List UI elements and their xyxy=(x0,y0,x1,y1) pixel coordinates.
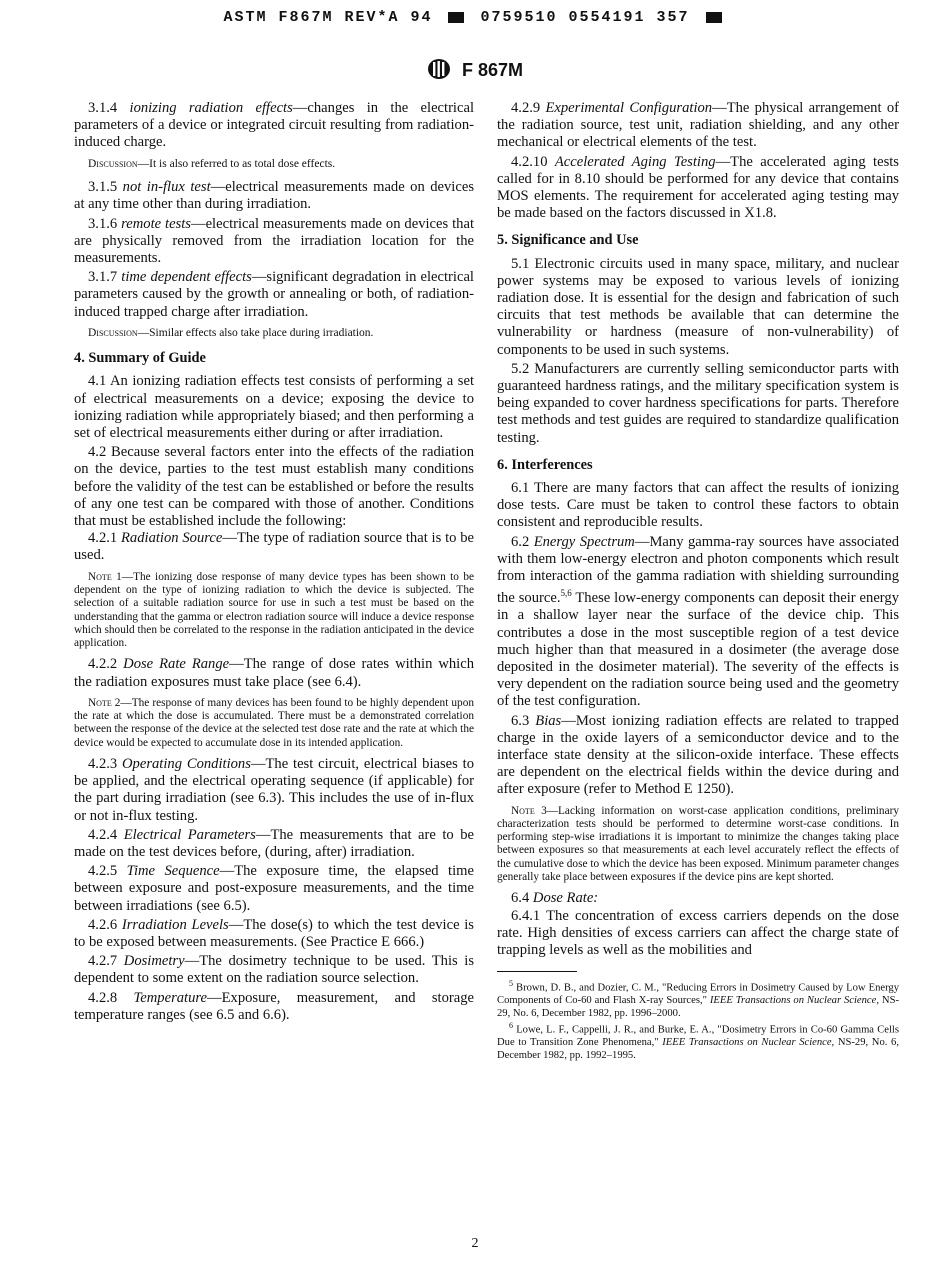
paragraph-3-1-6: 3.1.6 remote tests—electrical measurements made on devices that are physically removed from the irradiation location for the measurements. xyxy=(74,215,475,266)
right-column xyxy=(497,100,899,1062)
astm-logo-icon xyxy=(427,58,451,80)
section-4-heading: 4. Summary of Guide xyxy=(74,350,206,367)
paragraph-4-1: 4.1 An ionizing radiation effects test consists of performing a set of electrical measurements on a device; exposing the device to ionizing radiation while appropriately biased; and then performing a set of electrical measurements either during or after irradiation. xyxy=(74,373,474,442)
paragraph-6-4: 6.4 Dose Rate: xyxy=(511,890,599,907)
footnote-divider xyxy=(497,971,577,972)
paragraph-4-2-2: 4.2.2 Dose Rate Range—The range of dose rates within which the radiation exposures must take place (see 6.4). xyxy=(74,656,474,690)
section-5-heading: 5. Significance and Use xyxy=(497,232,639,249)
paragraph-4-2-10: 4.2.10 Accelerated Aging Testing—The accelerated aging tests called for in 8.10 should be performed for any device that contains MOS elements. The requirement for accelerated aging testing may be made based on the factors discussed in X1.8. xyxy=(497,153,899,222)
paragraph-4-2-1: 4.2.1 Radiation Source—The type of radiation source that is to be used. xyxy=(74,530,475,564)
paragraph-5-2: 5.2 Manufacturers are currently selling semiconductor parts with guaranteed hardness ratings, and the military specification system is being expanded to cover hardness specifications for parts. Therefore test methods and test guides are required to standardize qualification testing. xyxy=(497,360,899,446)
scan-mark xyxy=(448,12,464,23)
paragraph-4-2-7: 4.2.7 Dosimetry—The dosimetry technique to be used. This is dependent to some extent on the radiation source selection. xyxy=(74,953,475,987)
scan-header-text-b: 0759510 0554191 357 xyxy=(480,9,690,26)
paragraph-4-2-4: 4.2.4 Electrical Parameters—The measurements that are to be made on the test devices before, (during, after) irradiation. xyxy=(74,826,474,861)
paragraph-4-2-6: 4.2.6 Irradiation Levels—The dose(s) to which the test device is to be exposed between measurements. (See Practice E 666.) xyxy=(74,916,474,951)
note-1: Note 1—The ionizing dose response of many device types has been shown to be dependent on the type of ionizing radiation to which the device is subjected. The selection of a suitable radiation source for use in such a test must be based on the understanding that the gamma or electron radiation source will induce a device response which should then be correlated to the response in the radiation anticipated in the device application. xyxy=(74,570,474,650)
footnote-5: $^5$ Brown, D. B., and Dozier, C. M., "Reducing Errors in Dosimetry Caused by Low Energy Components of Co-60 and Flash X-ray Sources," IEEE Transactions on Nuclear Science, NS-29, No. 6, December 1982, pp. 1996–2000. xyxy=(497,979,899,1019)
paragraph-6-1: 6.1 There are many factors that can affect the results of ionizing dose tests. Care must be taken to control these factors to obtain consistent and reproducible results. xyxy=(497,480,899,531)
note-3: Note 3—Lacking information on worst-case application conditions, preliminary characterization tests should be performed to determine worst-case conditions. In performing step-wise irradiations it is important to minimize the changes taking place between exposures so that measurements at each level accurately reflect the effects of the cumulative dose to which the device has been exposed. Minimum parameter changes generally take place between exposures if the device pins are kept shorted. xyxy=(497,804,899,884)
paragraph-4-2-9: 4.2.9 Experimental Configuration—The physical arrangement of the radiation source, test unit, radiation shielding, and any other mechanical or electrical elements of the test. xyxy=(497,100,899,151)
page-number: 2 xyxy=(471,1236,479,1251)
paragraph-4-2-3: 4.2.3 Operating Conditions—The test circuit, electrical biases to be applied, and the electrical operating sequence (if applicable) for the part during irradiation (see 6.3). This includes the use of in-flux or not in-flux testing. xyxy=(74,756,474,824)
paragraph-4-2-8: 4.2.8 Temperature—Exposure, measurement, and storage temperature ranges (see 6.5 and 6.6). xyxy=(74,989,475,1023)
discussion-1: Discussion—It is also referred to as total dose effects. xyxy=(88,157,336,170)
paragraph-5-1: 5.1 Electronic circuits used in many space, military, and nuclear power systems may be exposed to various levels of ionizing radiation dose. It is essential for the design and fabrication of such circuits that test methods be available that can determine the vulnerability or hardness (measure of non-vulnerability) of components to be used in such systems. xyxy=(497,255,899,358)
section-6-heading: 6. Interferences xyxy=(497,456,593,473)
designation-header xyxy=(0,58,950,81)
paragraph-3-1-5: 3.1.5 not in-flux test—electrical measurements made on devices at any time other than during irradiation. xyxy=(74,179,474,213)
designation-label: F 867M xyxy=(461,60,524,80)
paragraph-4-2: 4.2 Because several factors enter into the effects of the radiation on the device, parties to the test must establish many conditions before the validity of the test can be established or before the results of any one test can be compared with those of another. Conditions that must be established include the following: xyxy=(74,444,474,530)
scan-header-text-a: ASTM F867M REV*A 94 xyxy=(223,9,433,26)
paragraph-3-1-7: 3.1.7 time dependent effects—significant degradation in electrical parameters caused by the growth or annealing or both, of radiation-induced trapped charge after irradiation. xyxy=(74,269,474,320)
scan-header-line xyxy=(0,9,950,26)
scan-mark xyxy=(706,12,722,23)
paragraph-6-2: 6.2 Energy Spectrum—Many gamma-ray sources have associated with them low-energy electron and photon components which result from interaction of the gamma radiation with shielding surrounding the source.$^{5,6}$ These low-energy components can deposit their energy in a shallow layer near the surface of the device chip. This contributes a dose in the most susceptible region of a test device much higher than that measured in a dosimeter (the average dose deposited in the dosimeter material). The severity of the effects is very dependent on the radiation source being used and the geometry of the test configuration. xyxy=(497,533,899,710)
note-2: Note 2—The response of many devices has been found to be highly dependent upon the rate at which the dose is accumulated. There must be a demonstrated correlation between the response of the device at the selected test dose rate and the rate at which the device would be expected to accumulate dose in its intended application. xyxy=(74,696,474,749)
paragraph-6-3: 6.3 Bias—Most ionizing radiation effects are related to trapped charge in the oxide layers of a semiconductor device and to the interface state density at the silicon-oxide interface. These effects are dependent on the electrical fields within the device during and after exposure (refer to Method E 1250). xyxy=(497,712,899,798)
left-column xyxy=(74,100,474,1024)
paragraph-6-4-1: 6.4.1 The concentration of excess carriers depends on the dose rate. High densities of excess carriers can affect the charge state of trapping levels as well as the mobilities and xyxy=(497,907,899,958)
paragraph-4-2-5: 4.2.5 Time Sequence—The exposure time, the elapsed time between exposure and post-exposure measurements, and the time between irradiations (see 6.5). xyxy=(74,863,474,914)
paragraph-3-1-4: 3.1.4 ionizing radiation effects—changes in the electrical parameters of a device or integrated circuit resulting from radiation-induced charge. xyxy=(74,100,474,151)
footnote-6: $^6$ Lowe, L. F., Cappelli, J. R., and Burke, E. A., "Dosimetry Errors in Co-60 Gamma Cells Due to Transition Zone Phenomena," IEEE Transactions on Nuclear Science, NS-29, No. 6, December 1982, pp. 1992–1995. xyxy=(497,1021,899,1061)
discussion-2: Discussion—Similar effects also take place during irradiation. xyxy=(88,326,374,339)
